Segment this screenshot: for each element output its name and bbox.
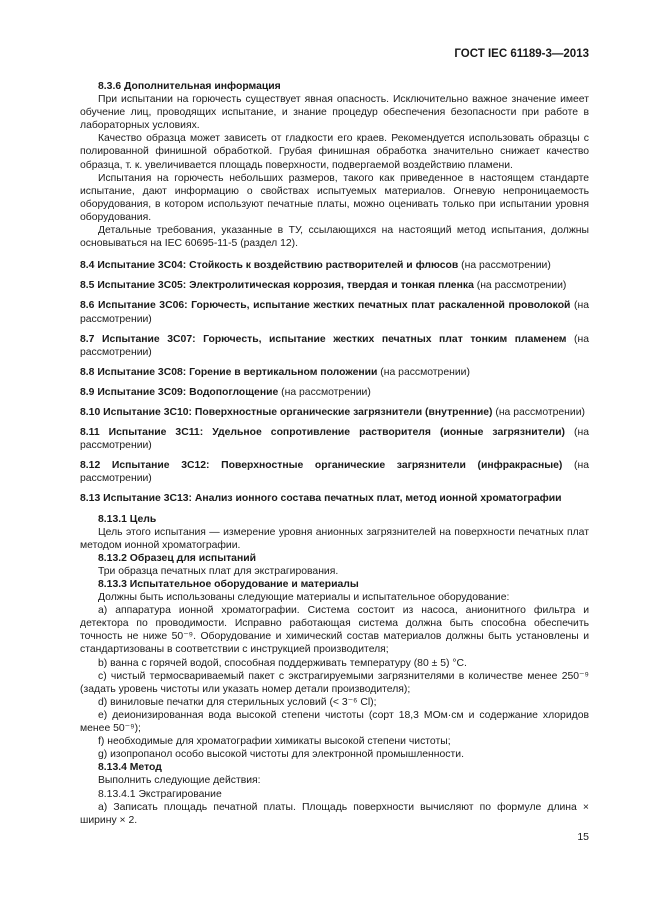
section-heading-8-13-2: 8.13.2 Образец для испытаний (98, 552, 256, 564)
list-item: a) Записать площадь печатной платы. Площадь поверхности вычисляют по формуле длина × ширину × 2. (80, 801, 589, 826)
list-item: a) аппаратура ионной хроматографии. Система состоит из насоса, анионитного фильтра и детектора по проводимости. Исправно работающая система должна быть способна обеспечить точность не ниже 50⁻⁹. Оборудование и химический состав материалов должны быть установлены и стандартизованы в соответствии с инструкцией производителя; (80, 605, 589, 656)
section-status-note: (на рассмотрении) (80, 427, 590, 452)
paragraph: Три образца печатных плат для экстрагирования. (98, 565, 339, 577)
section-heading-8-13-1: 8.13.1 Цель (98, 513, 157, 525)
page-body (80, 80, 589, 827)
paragraph: Испытания на горючесть небольших размеров, такого как приведенное в настоящем стандарте испытание, дают информацию о свойствах испытуемых материалов. Огневую непроницаемость оборудования, в котором используют печатные платы, можно оценивать только при испытании уровня оборудования. (80, 172, 589, 223)
section-entry (80, 406, 589, 419)
list-item: d) виниловые печатки для стерильных условий (< 3⁻⁶ Cl); (98, 696, 377, 708)
section-entry (80, 259, 589, 272)
section-entry (80, 386, 589, 399)
section-title: 8.4 Испытание 3С04: Стойкость к воздействию растворителей и флюсов (80, 260, 459, 272)
section-entry (80, 459, 589, 485)
section-title: 8.8 Испытание 3С08: Горение в вертикальном положении (80, 366, 378, 378)
section-title: 8.9 Испытание 3С09: Водопоглощение (80, 386, 279, 398)
section-heading-8-3-6: 8.3.6 Дополнительная информация (98, 81, 281, 92)
section-title: 8.13 Испытание 3С13: Анализ ионного состава печатных плат, метод ионной хроматографии (80, 493, 562, 505)
list-item: e) деионизированная вода высокой степени чистоты (сорт 18,3 МОм·см и содержание хлоридов менее 50⁻⁹); (80, 709, 589, 735)
section-title: 8.7 Испытание 3С07: Горючесть, испытание жестких печатных плат тонким пламенем (80, 333, 567, 345)
paragraph: Качество образца может зависеть от гладкости его краев. Рекомендуется использовать образцы с полированной финишной обработкой. Грубая финишная обработка значительно снижает качество образца, т. к. увеличивается площадь поверхности, подвергаемой воздействию пламени. (80, 133, 589, 171)
section-list (80, 259, 589, 505)
section-entry (80, 279, 589, 292)
paragraph: Цель этого испытания — измерение уровня анионных загрязнителей на поверхности печатных плат методом ионной хроматографии. (80, 526, 589, 551)
subsection-heading: 8.13.4.1 Экстрагирование (98, 788, 222, 800)
section-status-note: (на рассмотрении) (80, 460, 589, 485)
section-title: 8.5 Испытание 3С05: Электролитическая коррозия, твердая и тонкая пленка (80, 280, 474, 292)
paragraph: При испытании на горючесть существует явная опасность. Исключительно важное значение имеет обучение лиц, проводящих испытание, и знание процедур обеспечения безопасности при работе в лабораторных условиях. (80, 94, 589, 132)
section-entry (80, 366, 589, 379)
list-item: b) ванна с горячей водой, способная поддерживать температуру (80 ± 5) °С. (98, 657, 467, 669)
document-header: ГОСТ IEC 61189-3—2013 (454, 48, 589, 60)
list-item: g) изопропанол особо высокой чистоты для электронной промышленности. (98, 749, 464, 761)
section-status-note: (на рассмотрении) (80, 333, 590, 358)
section-status-note: (на рассмотрении) (80, 300, 589, 325)
section-status-note: (на рассмотрении) (380, 366, 470, 378)
page-number: 15 (577, 831, 589, 843)
section-entry (80, 333, 589, 359)
section-entry (80, 426, 589, 452)
section-title: 8.6 Испытание 3С06: Горючесть, испытание жестких печатных плат раскаленной проволокой (80, 300, 571, 312)
section-status-note: (на рассмотрении) (461, 260, 551, 272)
section-title: 8.10 Испытание 3С10: Поверхностные органические загрязнители (внутренние) (80, 406, 493, 418)
list-item: c) чистый термосвариваемый пакет с экстрагируемыми загрязнителями в количестве менее 250⁻⁹ (задать уровень чистоты или указать номер детали производителя); (80, 670, 589, 695)
section-title: 8.12 Испытание 3С12: Поверхностные органические загрязнители (инфракрасные) (80, 460, 563, 472)
section-entry (80, 492, 589, 505)
list-item: f) необходимые для хроматографии химикаты высокой степени чистоты; (98, 736, 451, 748)
section-status-note: (на рассмотрении) (476, 280, 567, 292)
section-heading-8-13-3: 8.13.3 Испытательное оборудование и материалы (98, 579, 359, 590)
paragraph: Детальные требования, указанные в ТУ, ссылающихся на настоящий метод испытания, должны основываться на IEC 60695-11-5 (раздел 12). (80, 225, 589, 250)
section-status-note: (на рассмотрении) (281, 386, 371, 398)
paragraph: Должны быть использованы следующие материалы и испытательное оборудование: (98, 592, 510, 604)
section-title: 8.11 Испытание 3С11: Удельное сопротивление растворителя (ионные загрязнители) (80, 427, 565, 439)
section-heading-8-13-4: 8.13.4 Метод (98, 762, 162, 774)
section-status-note: (на рассмотрении) (495, 406, 585, 418)
section-entry (80, 299, 589, 325)
paragraph: Выполнить следующие действия: (98, 775, 261, 787)
